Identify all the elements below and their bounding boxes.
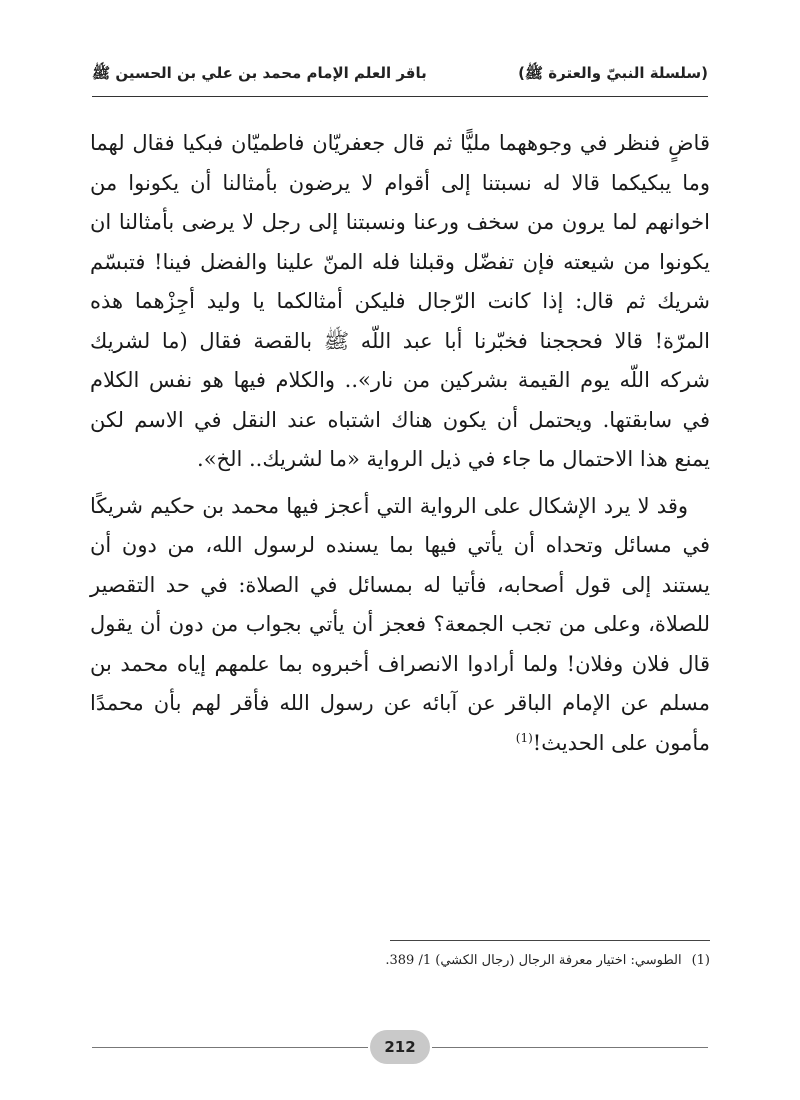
running-header	[92, 58, 708, 92]
header-series-title: (سلسلة النبيّ والعترة ﷺ)	[518, 64, 708, 82]
page-number-line-left	[92, 1047, 368, 1048]
page-number: 212	[370, 1030, 430, 1064]
paragraph-2	[90, 487, 710, 764]
header-divider	[92, 96, 708, 97]
page-number-area	[0, 1030, 800, 1066]
main-text	[90, 124, 710, 763]
paragraph-1: قاضٍ فنظر في وجوههما مليًّا ثم قال جعفريّان فاطميّان فبكيا فقال لهما وما يبكيكما قالا له نسبتنا إلى أقوام لا يرضون بأمثالنا أن يكونوا من اخوانهم لما يرون من سخف ورعنا ونسبتنا إلى رجل لا يرضى بأمثالنا ان يكونوا من شيعته فإن تفضّل وقبلنا فله المنّ علينا والفضل فينا! فتبسّم شريك ثم قال: إذا كانت الرّجال فليكن أمثالكما يا وليد أجِزْهما هذه المرّة! قالا فحججنا فخبّرنا أبا عبد اللّه ﷺ بالقصة فقال (ما لشريك شركه اللّه يوم القيمة بشركين من نار».. والكلام فيها هو نفس الكلام في سابقتها. ويحتمل أن يكون هناك اشتباه عند النقل في الاسم لكن يمنع هذا الاحتمال ما جاء في ذيل الرواية «ما لشريك.. الخ».	[90, 131, 710, 471]
footnote-text: الطوسي: اختيار معرفة الرجال (رجال الكشي) 1/ 389.	[385, 953, 682, 968]
footnote-reference[interactable]: (1)	[515, 730, 533, 745]
page-number-line-right	[432, 1047, 708, 1048]
footnote-divider	[390, 940, 710, 941]
footnote-number: (1)	[691, 953, 710, 968]
paragraph-2-text: وقد لا يرد الإشكال على الرواية التي أعجز فيها محمد بن حكيم شريكًا في مسائل وتحداه أن يأتي فيها بما يسنده لرسول الله، من دون أن يستند إلى قول أصحابه، فأتيا له بمسائل في الصلاة: في حد التقصير للصلاة، وعلى من تجب الجمعة؟ فعجز أن يأتي بجواب من دون أن يقول قال فلان وفلان! ولما أرادوا الانصراف أخبروه بما علمهم إياه محمد بن مسلم عن الإمام الباقر عن آبائه عن رسول الله فأقر لهم بأن محمدًا مأمون على الحديث!	[90, 493, 710, 755]
footnote	[90, 950, 710, 972]
header-book-title: باقر العلم الإمام محمد بن علي بن الحسين ﷺ	[92, 64, 427, 82]
